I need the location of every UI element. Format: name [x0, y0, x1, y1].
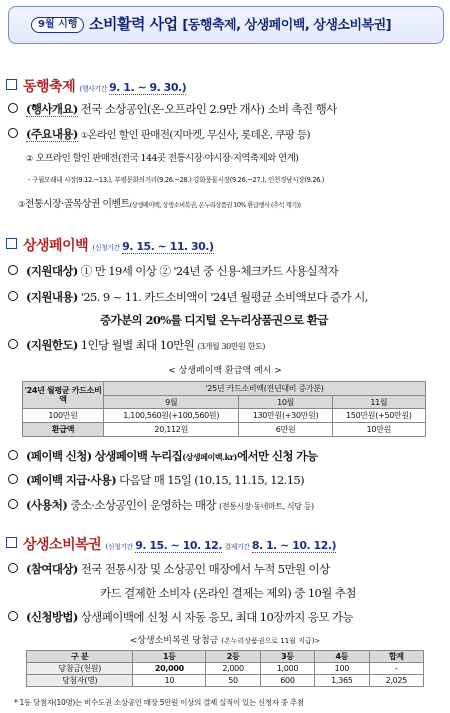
circle-bullet-icon	[8, 611, 18, 621]
payback-pay	[8, 472, 304, 488]
section-title-festival	[6, 76, 186, 96]
target-text: ① 만 19세 이상 ② '24년 중 신용·체크카드 사용실적자	[80, 264, 339, 278]
festival-period	[79, 81, 187, 94]
payback-use	[8, 497, 314, 513]
circle-bullet-icon	[8, 291, 18, 301]
table-header: 합계	[369, 651, 423, 663]
section-title-payback	[6, 235, 214, 255]
draw-period-value: 8. 1. ~ 10. 12.)	[251, 539, 337, 552]
table-cell: 600	[260, 675, 314, 687]
table-header: 4등	[315, 651, 369, 663]
circle-bullet-icon	[8, 450, 18, 460]
circle-bullet-icon	[8, 339, 18, 349]
lottery-footnote: * 1등 당첨자(10명)는 비수도권 소상공인 매장 5만원 이상의 결제 실적이 있는 신청자 중 추첨	[14, 698, 304, 707]
table-cell: 2,025	[369, 675, 423, 687]
payback-example-caption: < 상생페이백 환급액 예시 >	[168, 366, 282, 376]
title-main: 소비활력 사업	[89, 15, 178, 33]
period-value: 9. 1. ~ 9. 30.)	[109, 81, 187, 94]
table-group-header: '25년 카드소비액(전년대비 증가분)	[104, 382, 426, 396]
table-cell: 20,112원	[104, 423, 239, 437]
table-cell: 1,000	[260, 663, 314, 675]
event-detail: (상생페이백, 상생소비복권, 온누리상품권 10% 환급행사 (추석 계기))	[129, 201, 301, 209]
circle-bullet-icon	[8, 265, 18, 275]
festival-title: 동행축제	[23, 79, 76, 95]
table-cell: 130만원(+30만원)	[239, 409, 332, 423]
event-mark: ③	[18, 200, 25, 209]
event-text: 전통시장·골목상권 이벤트	[24, 199, 130, 210]
table-corner: '24년 월평균 카드소비액	[23, 382, 104, 409]
page-title	[89, 13, 391, 34]
payback-content-2: 증가분의 20%를 디지털 온누리상품권으로 환급	[100, 313, 328, 327]
draw-label: 결제기간	[224, 543, 250, 551]
festival-event	[18, 195, 300, 210]
circle-bullet-icon	[8, 103, 18, 113]
period-label: (신청기간	[92, 244, 120, 252]
period-label: (신청기간	[105, 543, 133, 551]
offline-text: 오프라인 할인 판매전(전국 144곳 전통시장·야시장·지역축제와 연계)	[35, 153, 299, 164]
table-base-value: 100만원	[23, 409, 104, 423]
table-cell: 10	[133, 675, 206, 687]
pay-label: (페이백 지급·사용)	[26, 473, 117, 487]
table-cell: 6만원	[239, 423, 332, 437]
table-cell: 20,000	[133, 663, 206, 675]
use-note: (전통시장·동네마트, 식당 등)	[219, 502, 314, 511]
title-subtitle: [동행축제, 상생페이백, 상생소비복권]	[182, 18, 392, 33]
use-text: 중소·소상공인이 운영하는 매장	[70, 498, 217, 512]
outline-text: 전국 소상공인(온·오프라인 2.9만 개사) 소비 촉진 행사	[80, 102, 337, 116]
offline-mark: ②	[26, 154, 33, 163]
payback-target	[8, 263, 338, 279]
apply-label: (페이백 신청)	[26, 449, 92, 463]
circle-bullet-icon	[8, 474, 18, 484]
table-month-header: 9월	[104, 396, 239, 409]
table-month-header: 11월	[332, 396, 425, 409]
period-value: 9. 15. ~ 10. 12.	[135, 539, 223, 552]
table-cell: 50	[206, 675, 260, 687]
festival-content-online	[8, 126, 310, 142]
lottery-title: 상생소비복권	[23, 537, 102, 553]
lottery-target-2: 카드 결제한 소비자 (온라인 결제는 제외) 중 10월 추첨	[100, 586, 356, 600]
apply-text-2: 에서만 신청 가능	[236, 449, 318, 463]
outline-label: (행사개요)	[26, 102, 78, 116]
lottery-period	[105, 539, 337, 552]
table-cell: 100	[315, 663, 369, 675]
square-bullet-icon	[6, 79, 17, 90]
table-cell: 1,365	[315, 675, 369, 687]
header-badge: 9월 시행	[31, 17, 84, 33]
target-label: (참여대상)	[26, 562, 78, 576]
caption-text: <상생소비복권 당첨금	[129, 636, 219, 646]
pay-text: 다음달 매 15일 (10.15, 11.15, 12.15)	[119, 473, 305, 487]
payback-content	[8, 289, 368, 305]
content-label: (지원내용)	[26, 290, 78, 304]
target-label: (지원대상)	[26, 264, 78, 278]
table-row-label: 당첨자(명)	[27, 675, 133, 687]
payback-title: 상생페이백	[23, 238, 89, 254]
table-header: 3등	[260, 651, 314, 663]
online-mark: ①	[80, 131, 88, 140]
period-label: (행사기간	[79, 85, 107, 93]
festival-outline	[8, 101, 337, 117]
table-row-label: 당첨금(천원)	[27, 663, 133, 675]
online-text: 온라인 할인 판매전(지마켓, 무신사, 롯데온, 쿠팡 등)	[87, 129, 311, 141]
method-text: 상생페이백에 신청 시 자동 응모, 최대 10장까지 응모 가능	[80, 610, 353, 624]
lottery-target	[8, 561, 330, 577]
lottery-method	[8, 609, 353, 625]
table-month-header: 10월	[239, 396, 332, 409]
target-text: 전국 전통시장 및 소상공인 매장에서 누적 5만원 이상	[80, 562, 330, 576]
circle-bullet-icon	[8, 499, 18, 509]
lottery-table-caption	[0, 633, 450, 646]
table-refund-label: 환급액	[23, 423, 104, 437]
header-banner	[8, 6, 444, 44]
apply-site: (상생페이백.kr)	[182, 452, 237, 462]
square-bullet-icon	[6, 537, 17, 548]
table-header: 1등	[133, 651, 206, 663]
table-cell: 150만원(+50만원)	[332, 409, 425, 423]
use-label: (사용처)	[26, 498, 68, 512]
table-cell: -	[369, 663, 423, 675]
table-cell: 10만원	[332, 423, 425, 437]
square-bullet-icon	[6, 238, 17, 249]
festival-offline-detail: - 구월모래내 시장(9.12.~13.), 부평문화의거리(9.26.~28.) 강화풍물시장(9.26.~27.), 인천경남시장(9.26.)	[28, 176, 325, 184]
table-cell: 1,100,560원(+100,560원)	[104, 409, 239, 423]
lottery-prize-table	[26, 650, 424, 687]
circle-bullet-icon	[8, 563, 18, 573]
festival-content-offline	[26, 150, 298, 164]
content-text: '25. 9 ~ 11. 카드소비액이 '24년 월평균 소비액보다 증가 시,	[80, 290, 368, 304]
table-cell: 2,000	[206, 663, 260, 675]
period-value: 9. 15. ~ 11. 30.)	[122, 240, 214, 253]
circle-bullet-icon	[8, 128, 18, 138]
section-title-lottery	[6, 534, 336, 554]
limit-text: 1인당 월별 최대 10만원	[80, 338, 195, 352]
limit-label: (지원한도)	[26, 338, 78, 352]
table-header: 구 분	[27, 651, 133, 663]
apply-text: 상생페이백 누리집	[94, 449, 183, 463]
payback-apply	[8, 448, 317, 464]
payback-limit	[8, 337, 265, 353]
table-header: 2등	[206, 651, 260, 663]
method-label: (신청방법)	[26, 610, 78, 624]
content-label: (주요내용)	[26, 127, 78, 141]
caption-note: (온누리상품권으로 11월 지급)>	[221, 637, 321, 645]
limit-note: (3개월 30만원 한도)	[197, 342, 265, 351]
payback-period	[92, 240, 214, 253]
payback-example-table	[22, 381, 426, 437]
